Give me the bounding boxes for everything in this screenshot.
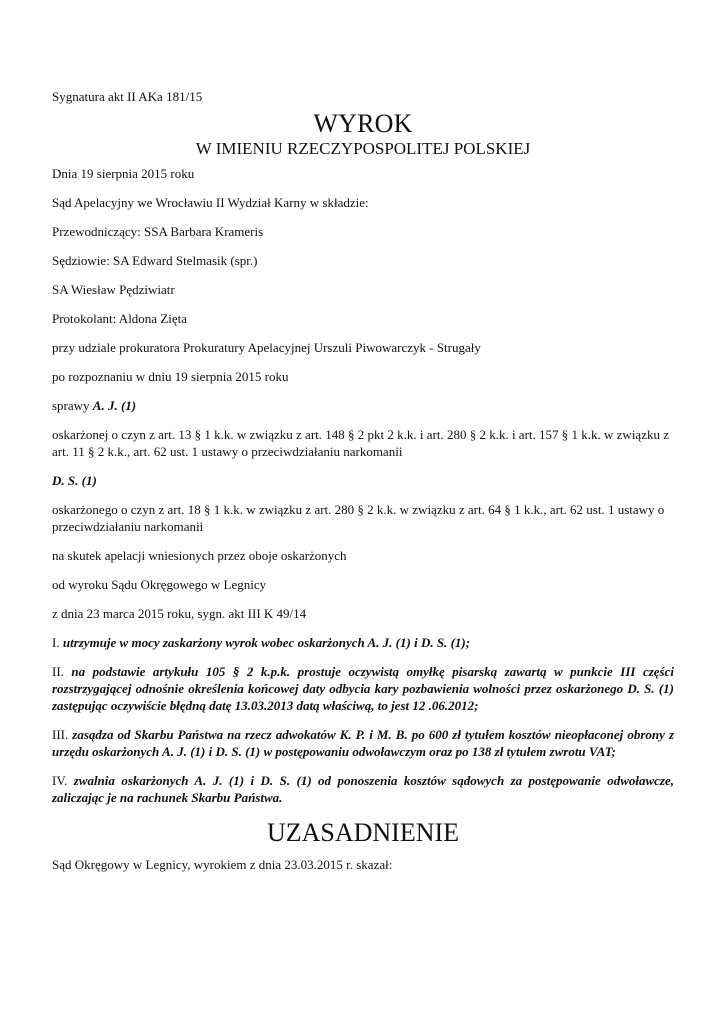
case-prefix: sprawy <box>52 398 90 413</box>
ruling-point-number: II. <box>52 664 64 679</box>
ruling-point-number: IV. <box>52 773 68 788</box>
case-of <box>52 397 674 414</box>
ruling-point-3 <box>52 726 674 760</box>
defendant-1-name: A. J. (1) <box>92 398 137 413</box>
verdict-subtitle: W IMIENIU RZECZYPOSPOLITEJ POLSKIEJ <box>195 139 531 158</box>
ruling-point-text: utrzymuje w mocy zaskarżony wyrok wobec oskarżonych A. J. (1) i D. S. (1); <box>62 635 471 650</box>
court-clerk: Protokolant: Aldona Zięta <box>52 311 188 326</box>
ruling-point-text: zasądza od Skarbu Państwa na rzecz adwokatów K. P. i M. B. po 600 zł tytułem kosztów nieopłaconej obrony z urzędu oskarżonych A. J. (1) i D. S. (1) w postępowaniu odwoławczym oraz po 138 zł tytułem zwrotu VAT; <box>52 727 674 759</box>
defendant-1-charge: oskarżonej o czyn z art. 13 § 1 k.k. w związku z art. 148 § 2 pkt 2 k.k. i art. 280 § 2 k.k. i art. 157 § 1 k.k. w związku z art. 11 § 2 k.k., art. 62 ust. 1 ustawy o przeciwdziałaniu narkomanii <box>52 427 669 459</box>
judges: Sędziowie: SA Edward Stelmasik (spr.) <box>52 253 258 268</box>
presiding-judge: Przewodniczący: SSA Barbara Krameris <box>52 224 264 239</box>
ruling-point-number: I. <box>52 635 60 650</box>
verdict-date: Dnia 19 sierpnia 2015 roku <box>52 166 195 181</box>
court-composition: Sąd Apelacyjny we Wrocławiu II Wydział Karny w składzie: <box>52 195 369 210</box>
second-judge: SA Wiesław Pędziwiatr <box>52 282 175 297</box>
lower-court-date: z dnia 23 marca 2015 roku, sygn. akt III K 49/14 <box>52 606 307 621</box>
justification-intro: Sąd Okręgowy w Legnicy, wyrokiem z dnia 23.03.2015 r. skazał: <box>52 857 393 872</box>
appeal-info: na skutek apelacji wniesionych przez oboje oskarżonych <box>52 548 347 563</box>
ruling-point-number: III. <box>52 727 69 742</box>
verdict-title: WYROK <box>313 109 413 138</box>
justification-title: UZASADNIENIE <box>266 818 460 847</box>
ruling-point-text: zwalnia oskarżonych A. J. (1) i D. S. (1) od ponoszenia kosztów sądowych za postępowanie odwoławcze, zaliczając je na rachunek Skarbu Państwa. <box>52 773 675 805</box>
ruling-point-4 <box>52 772 674 806</box>
hearing-date: po rozpoznaniu w dniu 19 sierpnia 2015 roku <box>52 369 289 384</box>
case-signature: Sygnatura akt II AKa 181/15 <box>52 89 203 104</box>
ruling-point-1 <box>52 634 674 651</box>
document-page <box>52 88 674 885</box>
ruling-point-2 <box>52 663 674 714</box>
lower-court: od wyroku Sądu Okręgowego w Legnicy <box>52 577 267 592</box>
prosecutor: przy udziale prokuratora Prokuratury Apelacyjnej Urszuli Piwowarczyk - Strugały <box>52 340 481 355</box>
ruling-point-text: na podstawie artykułu 105 § 2 k.p.k. prostuje oczywistą omyłkę pisarską zawartą w punkcie III części rozstrzygającej odnośnie określenia końcowej daty odbycia kary pozbawienia wolności przez oskarżonego D. S. (1) zastępując oczywiście błędną datę 13.03.2013 datą właściwą, to jest 12 .06.2012; <box>52 664 674 713</box>
defendant-2-charge: oskarżonego o czyn z art. 18 § 1 k.k. w związku z art. 280 § 2 k.k. w związku z art. 64 § 1 k.k., art. 62 ust. 1 ustawy o przeciwdziałaniu narkomanii <box>52 502 665 534</box>
defendant-2-name: D. S. (1) <box>52 473 97 488</box>
